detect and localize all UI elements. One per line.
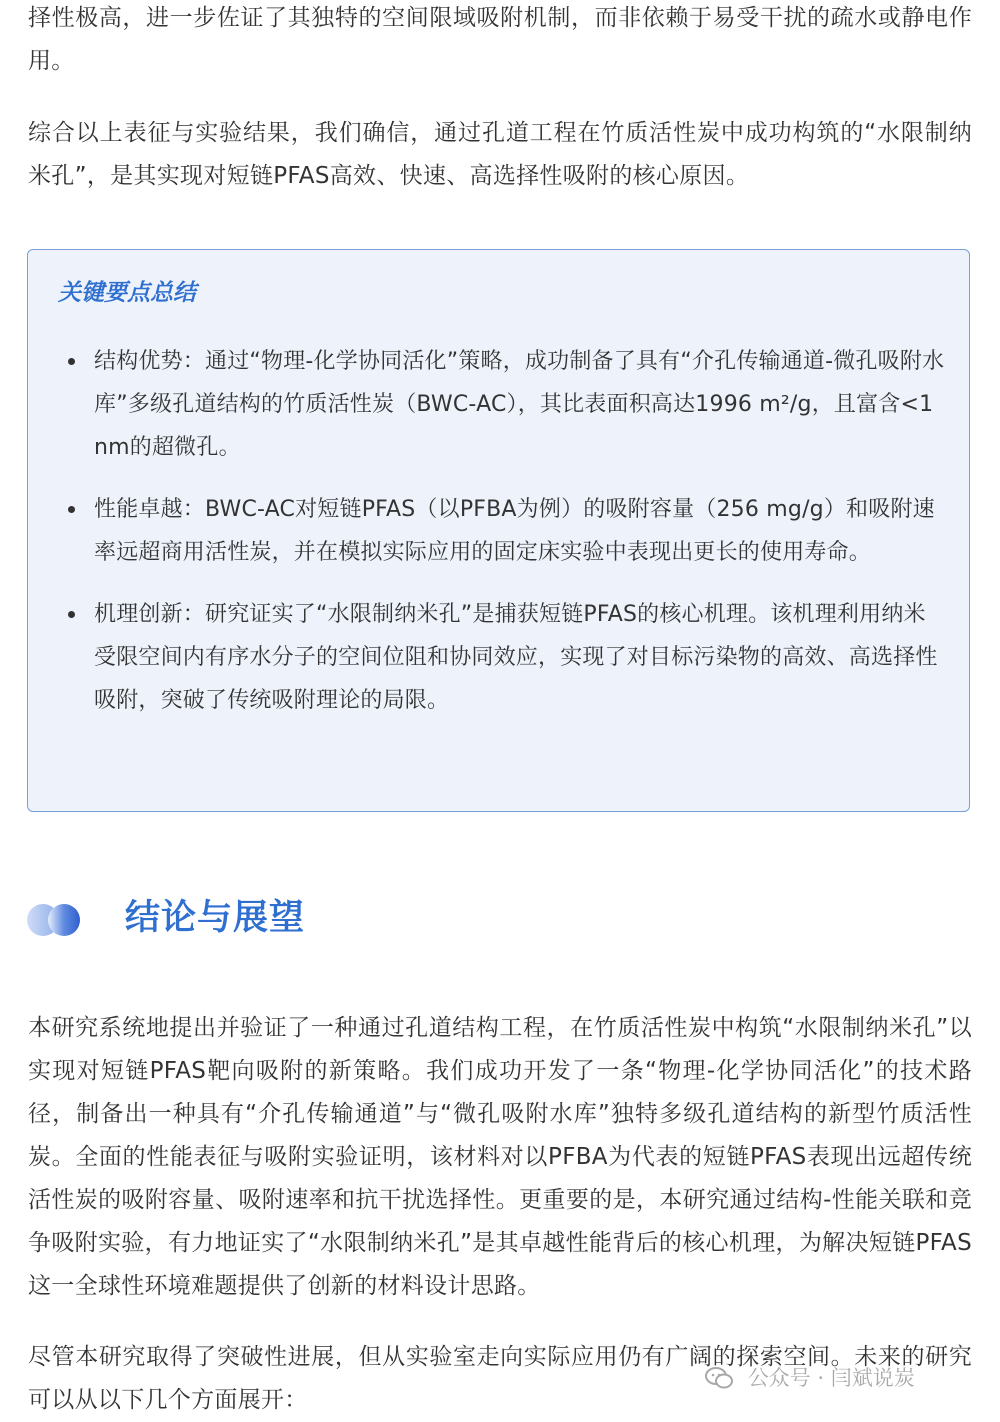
wechat-icon: [705, 1366, 733, 1390]
key-points-box: [27, 249, 970, 812]
paragraph-outlook: 尽管本研究取得了突破性进展，但从实验室走向实际应用仍有广阔的探索空间。未来的研究可以从以下几个方面展开：: [28, 1344, 972, 1413]
key-point-text: 结构优势：通过“物理-化学协同活化”策略，成功制备了具有“介孔传输通道-微孔吸附水库”多级孔道结构的竹质活性炭（BWC-AC），其比表面积高达1996 m²/g，且富含<1 nm的超微孔。: [94, 349, 945, 460]
key-point-text: 性能卓越：BWC-AC对短链PFAS（以PFBA为例）的吸附容量（256 mg/g）和吸附速率远超商用活性炭，并在模拟实际应用的固定床实验中表现出更长的使用寿命。: [94, 497, 935, 565]
key-points-title: 关键要点总结: [58, 280, 196, 306]
paragraph-summary: 综合以上表征与实验结果，我们确信，通过孔道工程在竹质活性炭中成功构筑的“水限制纳米孔”，是其实现对短链PFAS高效、快速、高选择性吸附的核心原因。: [28, 120, 972, 189]
bullet-icon: [68, 611, 75, 618]
key-point-text: 机理创新：研究证实了“水限制纳米孔”是捕获短链PFAS的核心机理。该机理利用纳米受限空间内有序水分子的空间位阻和协同效应，实现了对目标污染物的高效、高选择性吸附，突破了传统吸附理论的局限。: [94, 602, 938, 713]
section-title: 结论与展望: [125, 898, 306, 938]
key-points-list: [66, 340, 946, 741]
section-heading: [26, 890, 526, 950]
watermark: [705, 1362, 915, 1392]
paragraph-top: 择性极高，进一步佐证了其独特的空间限域吸附机制，而非依赖于易受干扰的疏水或静电作用。: [28, 5, 972, 74]
key-point-item: [66, 488, 946, 574]
watermark-text: 公众号 · 闫斌说炭: [747, 1366, 915, 1390]
bullet-icon: [68, 358, 75, 365]
double-circle-icon: [26, 902, 86, 938]
paragraph-conclusion: 本研究系统地提出并验证了一种通过孔道结构工程，在竹质活性炭中构筑“水限制纳米孔”以实现对短链PFAS靶向吸附的新策略。我们成功开发了一条“物理-化学协同活化”的技术路径，制备出一种具有“介孔传输通道”与“微孔吸附水库”独特多级孔道结构的新型竹质活性炭。全面的性能表征与吸附实验证明，该材料对以PFBA为代表的短链PFAS表现出远超传统活性炭的吸附容量、吸附速率和抗干扰选择性。更重要的是，本研究通过结构-性能关联和竞争吸附实验，有力地证实了“水限制纳米孔”是其卓越性能背后的核心机理，为解决短链PFAS这一全球性环境难题提供了创新的材料设计思路。: [28, 1015, 972, 1299]
key-point-item: [66, 593, 946, 722]
bullet-icon: [68, 506, 75, 513]
key-point-item: [66, 340, 946, 469]
